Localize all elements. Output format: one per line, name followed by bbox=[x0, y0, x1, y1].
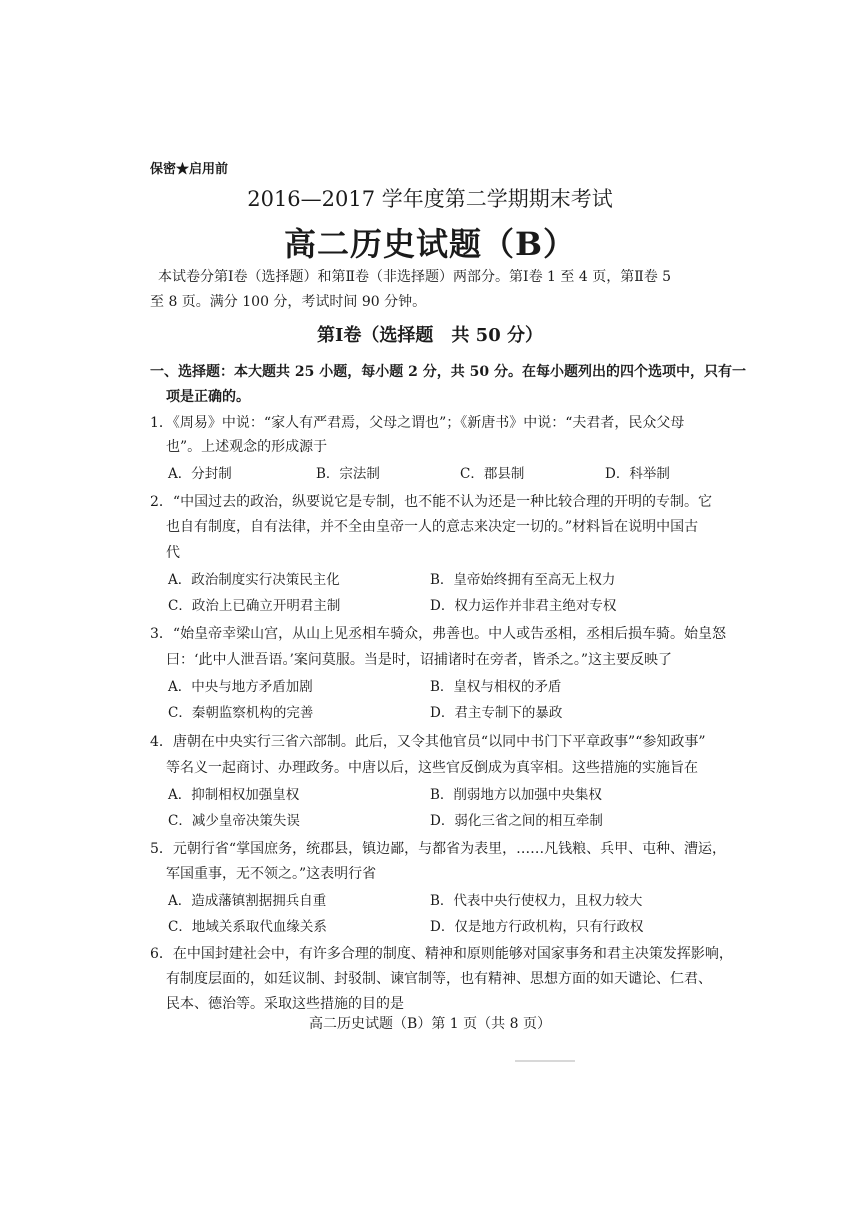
question-4-option-d: D．弱化三省之间的相互牵制 bbox=[430, 813, 603, 829]
question-3-option-b: B．皇权与相权的矛盾 bbox=[430, 679, 562, 695]
intro-line-2: 至 8 页。满分 100 分，考试时间 90 分钟。 bbox=[150, 294, 427, 310]
question-1-line-1: 1．《周易》中说：“家人有严君焉，父母之谓也”；《新唐书》中说：“夫君者，民众父母 bbox=[150, 415, 685, 431]
question-3-option-d: D．君主专制下的暴政 bbox=[430, 705, 563, 721]
question-1-line-2: 也”。上述观念的形成源于 bbox=[166, 439, 328, 455]
question-3-line-1: 3．“始皇帝幸梁山宫，从山上见丞相车骑众，弗善也。中人或告丞相，丞相后损车骑。始皇怒 bbox=[150, 626, 727, 642]
question-2-line-1: 2．“中国过去的政治，纵要说它是专制，也不能不认为还是一种比较合理的开明的专制。它 bbox=[150, 494, 713, 510]
question-5-option-d: D．仅是地方行政机构，只有行政权 bbox=[430, 919, 644, 935]
question-5-line-1: 5．元朝行省“掌国庶务，统郡县，镇边鄙，与都省为表里，……凡钱粮、兵甲、屯种、漕运， bbox=[150, 841, 727, 857]
question-1-option-c: C．郡县制 bbox=[460, 466, 525, 482]
question-4-option-b: B．削弱地方以加强中央集权 bbox=[430, 787, 602, 803]
question-1-option-b: B．宗法制 bbox=[316, 466, 380, 482]
question-5-line-2: 军国重事，无不领之。”这表明行省 bbox=[166, 866, 377, 882]
exam-title: 2016—2017 学年度第二学期期末考试 bbox=[247, 187, 613, 211]
question-2-option-c: C．政治上已确立开明君主制 bbox=[168, 598, 341, 614]
scan-smudge bbox=[515, 1060, 575, 1062]
question-5-option-b: B．代表中央行使权力，且权力较大 bbox=[430, 893, 643, 909]
question-6-line-3: 民本、德治等。采取这些措施的目的是 bbox=[166, 996, 404, 1012]
question-5-option-c: C．地域关系取代血缘关系 bbox=[168, 919, 327, 935]
confidential-label: 保密★启用前 bbox=[150, 162, 229, 177]
question-2-line-3: 代 bbox=[166, 545, 180, 561]
question-6-line-2: 有制度层面的，如廷议制、封驳制、谏官制等，也有精神、思想方面的如天谴论、仁君、 bbox=[166, 971, 712, 987]
page-footer: 高二历史试题（B）第 1 页（共 8 页） bbox=[309, 1016, 551, 1032]
question-1-option-d: D．科举制 bbox=[605, 466, 670, 482]
intro-line-1: 本试卷分第Ⅰ卷（选择题）和第Ⅱ卷（非选择题）两部分。第Ⅰ卷 1 至 4 页，第Ⅱ卷 5 bbox=[158, 269, 672, 285]
question-1-option-a: A．分封制 bbox=[168, 466, 232, 482]
question-3-option-c: C．秦朝监察机构的完善 bbox=[168, 705, 314, 721]
subject-title: 高二历史试题（B） bbox=[283, 225, 577, 263]
question-4-option-a: A．抑制相权加强皇权 bbox=[168, 787, 300, 803]
instruction-line-1: 一、选择题：本大题共 25 小题，每小题 2 分，共 50 分。在每小题列出的四个选项中，只有一 bbox=[150, 364, 746, 380]
question-3-option-a: A．中央与地方矛盾加剧 bbox=[168, 679, 313, 695]
question-6-line-1: 6．在中国封建社会中，有许多合理的制度、精神和原则能够对国家事务和君主决策发挥影响， bbox=[150, 946, 733, 962]
question-4-line-1: 4．唐朝在中央实行三省六部制。此后，又令其他官员“以同中书门下平章政事”“参知政事” bbox=[150, 734, 706, 750]
question-2-line-2: 也自有制度，自有法律，并不全由皇帝一人的意志来决定一切的。”材料旨在说明中国古 bbox=[166, 519, 699, 535]
section-heading: 第Ⅰ卷（选择题 共 50 分） bbox=[316, 325, 543, 346]
question-2-option-d: D．权力运作并非君主绝对专权 bbox=[430, 598, 617, 614]
instruction-line-2: 项是正确的。 bbox=[166, 389, 250, 405]
question-4-line-2: 等名义一起商讨、办理政务。中唐以后，这些官反倒成为真宰相。这些措施的实施旨在 bbox=[166, 760, 698, 776]
question-5-option-a: A．造成藩镇割据拥兵自重 bbox=[168, 893, 327, 909]
question-4-option-c: C．减少皇帝决策失误 bbox=[168, 813, 300, 829]
question-3-line-2: 曰：‘此中人泄吾语。’案问莫服。当是时，诏捕诸时在旁者，皆杀之。”这主要反映了 bbox=[166, 652, 673, 668]
question-2-option-b: B．皇帝始终拥有至高无上权力 bbox=[430, 572, 616, 588]
question-2-option-a: A．政治制度实行决策民主化 bbox=[168, 572, 340, 588]
